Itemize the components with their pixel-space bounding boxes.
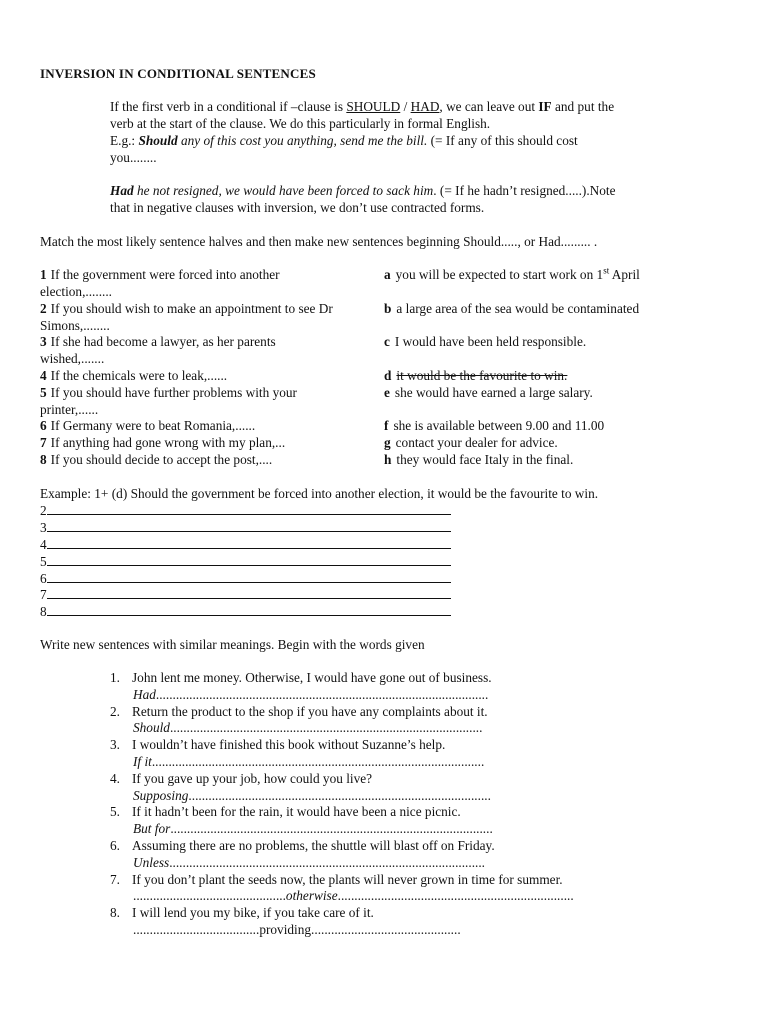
intro-line-2: verb at the start of the clause. We do this particularly in formal English. <box>110 116 491 131</box>
item-text: If anything had gone wrong with my plan,... <box>50 435 286 450</box>
right-item <box>384 435 558 452</box>
answer-line[interactable] <box>40 502 451 519</box>
answer-dots: ...................................... <box>133 922 260 937</box>
left-item <box>40 301 340 335</box>
item-number: 6 <box>40 418 47 433</box>
exercise-sentence <box>110 838 495 855</box>
item-text: I would have been held responsible. <box>394 334 587 349</box>
exercise-text: Return the product to the shop if you have any complaints about it. <box>132 704 488 719</box>
exercise-number: 2. <box>110 704 120 719</box>
example-sentence: any of this cost you anything, send me the bill. <box>177 133 428 148</box>
item-text: If the chemicals were to leak,...... <box>50 368 228 383</box>
answer-line[interactable] <box>40 519 451 536</box>
answer-start: Unless <box>133 855 170 870</box>
example-sentence: he not resigned, we would have been forced to sack him <box>133 183 434 198</box>
item-number: 5 <box>40 385 47 400</box>
exercise-number: 1. <box>110 670 120 685</box>
exercise-sentence <box>110 704 488 721</box>
right-item <box>384 418 604 435</box>
item-letter: a <box>384 267 391 282</box>
item-text: a large area of the sea would be contaminated <box>396 301 640 316</box>
answer-number: 4 <box>40 537 47 552</box>
left-item <box>40 435 340 452</box>
example-paraphrase: (= If any of this should cost <box>427 133 578 148</box>
answer-start: Supposing <box>133 788 189 803</box>
intro-text: If the first verb in a conditional if –clause is <box>110 99 347 114</box>
answer-number: 3 <box>40 520 47 535</box>
item-letter: h <box>384 452 392 467</box>
intro-example-2 <box>110 183 710 200</box>
exercise-text: Assuming there are no problems, the shuttle will blast off on Friday. <box>132 838 495 853</box>
keyword-should: SHOULD <box>346 99 401 114</box>
answer-rule <box>47 586 451 599</box>
item-number: 3 <box>40 334 47 349</box>
item-text: If you should wish to make an appointment to see Dr Simons,........ <box>40 301 333 333</box>
item-text: April <box>609 267 640 282</box>
right-item <box>384 368 567 385</box>
exercise-number: 3. <box>110 737 120 752</box>
answer-number: 5 <box>40 554 47 569</box>
exercise-number: 6. <box>110 838 120 853</box>
answer-dots: ................................................................................................. <box>170 821 493 836</box>
answer-dots: .................................................................................................... <box>155 687 489 702</box>
intro-line-4: you........ <box>110 150 157 165</box>
answer-dots: .............................................................................................. <box>169 720 483 735</box>
exercise-answer-line[interactable] <box>133 720 482 737</box>
answer-rule <box>47 553 451 566</box>
right-item <box>384 301 639 318</box>
exercise-sentence <box>110 872 563 889</box>
item-number: 4 <box>40 368 47 383</box>
exercise-answer-line[interactable] <box>133 855 485 872</box>
item-letter: f <box>384 418 389 433</box>
answer-line[interactable] <box>40 586 451 603</box>
answer-line[interactable] <box>40 570 451 587</box>
item-letter: b <box>384 301 392 316</box>
exercise-answer-line[interactable] <box>133 922 461 939</box>
item-text: If the government were forced into another election,........ <box>40 267 280 299</box>
left-item <box>40 267 340 301</box>
item-number: 8 <box>40 452 47 467</box>
answer-start: But for <box>133 821 171 836</box>
answer-rule <box>47 536 451 549</box>
item-letter: d <box>384 368 392 383</box>
answer-dots: ............................................................................................... <box>169 855 486 870</box>
intro-text: and put the <box>551 99 615 114</box>
answer-dots: ........................................................................................... <box>188 788 491 803</box>
example-keyword: Had <box>110 183 134 198</box>
item-number: 2 <box>40 301 47 316</box>
item-text: contact your dealer for advice. <box>395 435 558 450</box>
answer-rule <box>47 502 451 515</box>
right-item <box>384 267 640 284</box>
eg-label: E.g.: <box>110 133 139 148</box>
exercise-text: I will lend you my bike, if you take care of it. <box>132 905 374 920</box>
answer-dots: .................................................................................................... <box>151 754 485 769</box>
left-item <box>40 452 340 469</box>
answer-number: 8 <box>40 604 47 619</box>
right-item <box>384 452 573 469</box>
exercise-answer-line[interactable] <box>133 821 493 838</box>
right-item <box>384 385 593 402</box>
answer-dots: ............................................. <box>311 922 461 937</box>
intro-text: , we can leave out <box>439 99 539 114</box>
answer-rule <box>47 570 451 583</box>
answer-start: otherwise <box>285 888 338 903</box>
left-item <box>40 385 340 419</box>
exercise-answer-line[interactable] <box>133 888 574 905</box>
answer-line[interactable] <box>40 603 451 620</box>
page-title: INVERSION IN CONDITIONAL SENTENCES <box>40 66 316 81</box>
keyword-if: IF <box>538 99 552 114</box>
exercise-text: John lent me money. Otherwise, I would have gone out of business. <box>132 670 492 685</box>
exercise-answer-line[interactable] <box>133 754 484 771</box>
item-text: If you should have further problems with your printer,...... <box>40 385 297 417</box>
item-text: If she had become a lawyer, as her parents wished,....... <box>40 334 276 366</box>
answer-dots: ....................................................................... <box>337 888 574 903</box>
item-text: you will be expected to start work on 1 <box>395 267 604 282</box>
exercise-sentence <box>110 737 445 754</box>
answer-number: 7 <box>40 587 47 602</box>
exercise-answer-line[interactable] <box>133 788 491 805</box>
exercise-text: If you gave up your job, how could you live? <box>132 771 373 786</box>
exercise-text: I wouldn’t have finished this book without Suzanne’s help. <box>132 737 446 752</box>
exercise-number: 8. <box>110 905 120 920</box>
answer-start: If it <box>133 754 152 769</box>
item-text: If you should decide to accept the post,.... <box>50 452 273 467</box>
item-letter: e <box>384 385 390 400</box>
answer-number: 2 <box>40 503 47 518</box>
answer-dots: .............................................. <box>133 888 286 903</box>
rewrite-instruction: Write new sentences with similar meanings. Begin with the words given <box>40 637 425 652</box>
item-number: 7 <box>40 435 47 450</box>
item-text: they would face Italy in the final. <box>396 452 574 467</box>
answer-line[interactable] <box>40 536 451 553</box>
exercise-text: If you don’t plant the seeds now, the plants will never grown in time for summer. <box>132 872 563 887</box>
item-text-struck: it would be the favourite to win. <box>396 368 568 383</box>
item-text: she would have earned a large salary. <box>394 385 593 400</box>
exercise-number: 7. <box>110 872 120 887</box>
item-text: she is available between 9.00 and 11.00 <box>393 418 605 433</box>
left-item <box>40 334 340 368</box>
example-keyword: Should <box>138 133 178 148</box>
answer-start: Should <box>133 720 170 735</box>
item-letter: c <box>384 334 390 349</box>
exercise-number: 4. <box>110 771 120 786</box>
match-instruction: Match the most likely sentence halves and then make new sentences beginning Should....., or Had......... . <box>40 234 598 249</box>
answer-line[interactable] <box>40 553 451 570</box>
exercise-sentence <box>110 804 461 821</box>
answer-rule <box>47 603 451 616</box>
separator: / <box>400 99 411 114</box>
right-item <box>384 334 586 351</box>
answer-rule <box>47 519 451 532</box>
exercise-answer-line[interactable] <box>133 687 488 704</box>
example-line: Example: 1+ (d) Should the government be forced into another election, it would be the favourite to win. <box>40 486 599 501</box>
item-text: If Germany were to beat Romania,...... <box>50 418 256 433</box>
left-item <box>40 368 340 385</box>
exercise-sentence <box>110 905 374 922</box>
example-paraphrase: . (= If he hadn’t resigned.....).Note <box>433 183 616 198</box>
intro-line-1 <box>110 99 710 116</box>
exercise-sentence <box>110 771 372 788</box>
intro-example-1 <box>110 133 710 150</box>
answer-start: Had <box>133 687 156 702</box>
answer-number: 6 <box>40 571 47 586</box>
keyword-had: HAD <box>410 99 440 114</box>
intro-line-6: that in negative clauses with inversion, we don’t use contracted forms. <box>110 200 485 215</box>
left-item <box>40 418 340 435</box>
answer-start: providing <box>259 922 312 937</box>
exercise-sentence <box>110 670 492 687</box>
ordinal-suffix: st <box>603 265 610 276</box>
item-number: 1 <box>40 267 47 282</box>
exercise-text: If it hadn’t been for the rain, it would have been a nice picnic. <box>132 804 461 819</box>
item-letter: g <box>384 435 391 450</box>
exercise-number: 5. <box>110 804 120 819</box>
